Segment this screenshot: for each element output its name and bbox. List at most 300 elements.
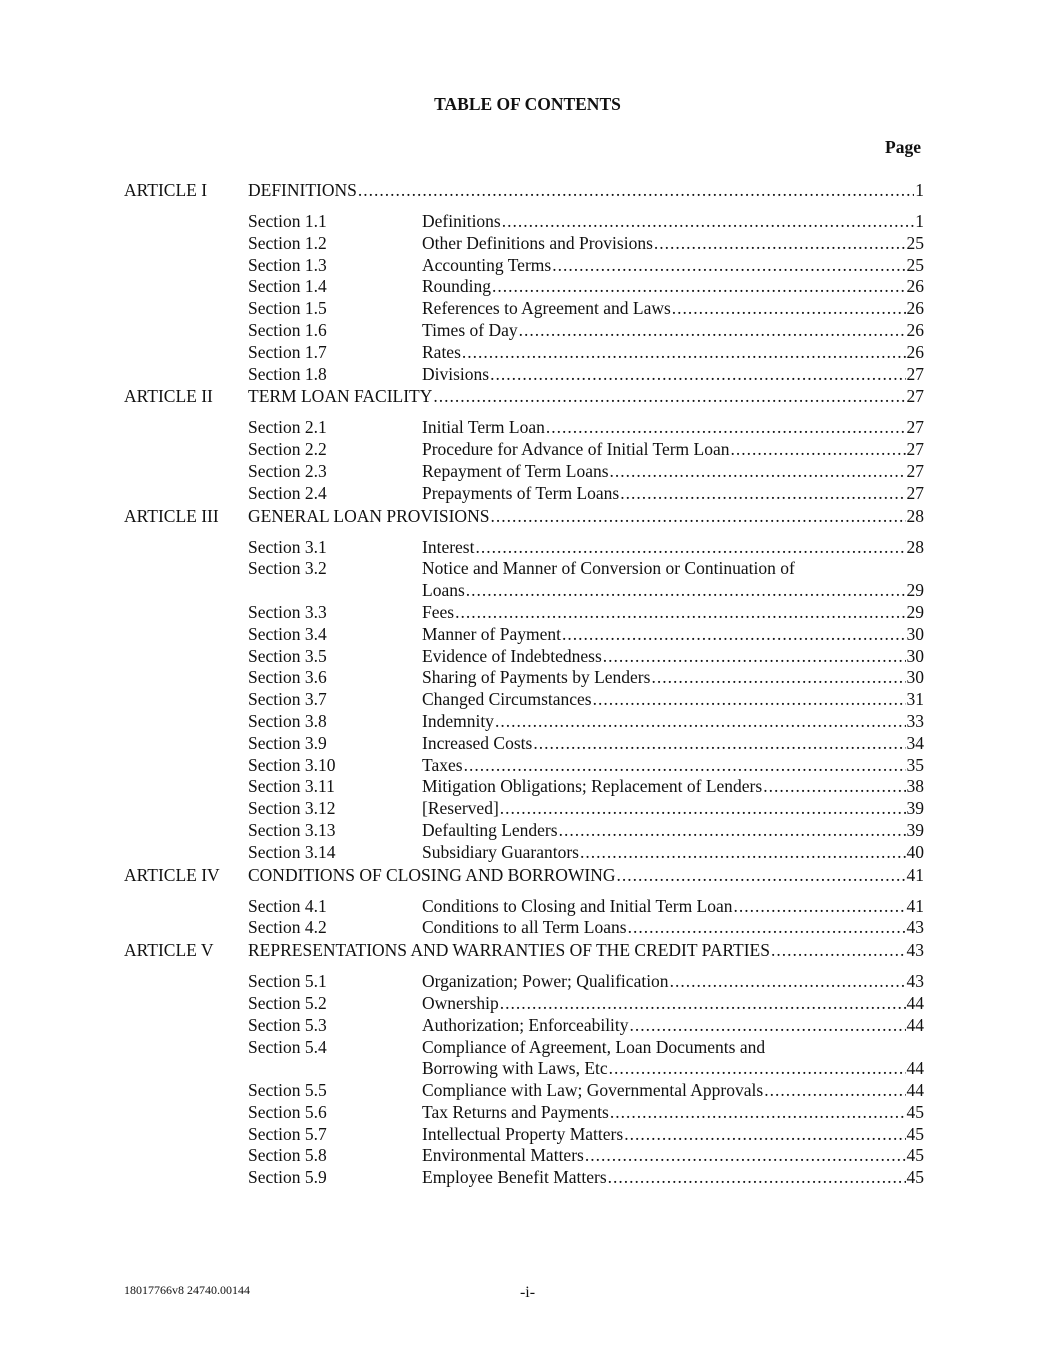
section-entry[interactable] [124,711,924,733]
dot-leader [552,255,905,277]
section-body [422,558,924,602]
section-page-number: 30 [906,645,924,666]
section-entry[interactable] [124,842,924,864]
section-title-line [422,917,924,939]
section-number: Section 3.13 [248,819,336,840]
dot-leader [546,417,906,439]
section-body [422,602,924,624]
section-page-number: 26 [906,276,924,297]
section-number: Section 1.8 [248,363,327,384]
section-title: Sharing of Payments by Lenders [422,667,651,688]
section-list [124,537,924,864]
section-number: Section 3.1 [248,536,327,557]
article-title-line [248,385,924,407]
page-title: TABLE OF CONTENTS [434,94,621,114]
article-page-number: 1 [915,180,924,200]
section-title-line [422,580,924,602]
section-body [422,646,924,668]
section-entry[interactable] [124,798,924,820]
section-entry[interactable] [124,755,924,777]
section-list [124,417,924,504]
section-page-number: 43 [906,971,924,992]
section-body [422,896,924,918]
section-number: Section 2.4 [248,482,327,503]
section-number: Section 3.5 [248,645,327,666]
dot-leader [464,755,906,777]
section-title-line [422,1080,924,1102]
section-title-line [422,755,924,777]
section-title-line [422,276,924,298]
section-body [422,255,924,277]
article-label: ARTICLE I [124,180,208,200]
section-entry[interactable] [124,971,924,993]
dot-leader [490,505,905,527]
dot-leader [764,1080,905,1102]
section-title: Taxes [422,754,463,775]
section-number: Section 3.4 [248,623,327,644]
section-body [422,439,924,461]
section-body [422,1167,924,1189]
article-label: ARTICLE III [124,505,219,526]
section-title-line [422,971,924,993]
section-page-number: 33 [906,710,924,731]
section-body [422,776,924,798]
section-number: Section 5.7 [248,1123,327,1144]
section-number: Section 5.9 [248,1167,327,1188]
section-body [422,1102,924,1124]
dot-leader [654,233,906,255]
section-entry[interactable] [124,667,924,689]
dot-leader [492,276,905,298]
section-title-line [422,255,924,277]
section-page-number: 26 [906,298,924,319]
section-body [422,1124,924,1146]
section-title-line [422,537,924,559]
section-entry[interactable] [124,342,924,364]
article-page-number: 27 [906,386,924,407]
dot-leader [455,602,905,624]
section-title: References to Agreement and Laws [422,298,671,319]
section-title-continued: Loans [422,580,465,601]
dot-leader [603,646,906,668]
section-title: Compliance with Law; Governmental Approvals [422,1080,764,1101]
dot-leader [500,993,906,1015]
section-title: Notice and Manner of Conversion or Continuation of [422,558,795,579]
article-title-line [248,505,924,527]
section-body [422,461,924,483]
section-title-line [422,1124,924,1146]
section-title: [Reserved] [422,798,499,819]
section-title-line [422,364,924,386]
section-page-number: 30 [906,623,924,644]
section-number: Section 3.7 [248,689,327,710]
dot-leader [593,689,906,711]
section-title: Mitigation Obligations; Replacement of Lenders [422,776,763,797]
section-number: Section 2.1 [248,417,327,438]
section-number: Section 4.2 [248,917,327,938]
article-label: ARTICLE V [124,940,214,961]
section-entry[interactable] [124,211,924,233]
section-entry[interactable] [124,364,924,386]
section-page-number: 41 [906,895,924,916]
section-title: Fees [422,601,455,622]
section-number: Section 3.14 [248,841,336,862]
section-number: Section 5.8 [248,1145,327,1166]
section-page-number: 31 [906,689,924,710]
section-title: Changed Circumstances [422,689,592,710]
section-body [422,689,924,711]
dot-leader [490,364,905,386]
section-title-line [422,417,924,439]
dot-leader [771,939,906,961]
section-entry[interactable] [124,320,924,342]
section-entry[interactable] [124,461,924,483]
dot-leader [672,298,906,320]
section-title-line [422,993,924,1015]
article-entry[interactable] [124,505,924,527]
section-entry[interactable] [124,776,924,798]
section-body [422,537,924,559]
section-entry[interactable] [124,1015,924,1037]
section-page-number: 26 [906,319,924,340]
section-title: Compliance of Agreement, Loan Documents and [422,1036,766,1057]
section-page-number: 27 [906,439,924,460]
section-title-line [422,1058,924,1080]
section-body [422,1015,924,1037]
section-title: Authorization; Enforceability [422,1014,629,1035]
section-number: Section 3.2 [248,558,327,579]
section-title-line [422,211,924,233]
section-page-number: 39 [906,798,924,819]
section-body [422,233,924,255]
dot-leader [533,733,905,755]
section-page-number: 27 [906,363,924,384]
section-body [422,842,924,864]
section-body [422,1080,924,1102]
section-list [124,896,924,940]
section-entry[interactable] [124,417,924,439]
section-title-line [422,1102,924,1124]
section-page-number: 27 [906,482,924,503]
section-title-line [422,842,924,864]
section-title: Intellectual Property Matters [422,1123,624,1144]
section-entry[interactable] [124,820,924,842]
dot-leader [559,820,906,842]
article-entry[interactable] [124,864,924,886]
section-title: Rates [422,341,461,362]
section-page-number: 27 [906,460,924,481]
section-body [422,1145,924,1167]
section-title: Tax Returns and Payments [422,1101,609,1122]
article-group [124,385,924,504]
section-page-number: 39 [906,819,924,840]
section-number: Section 5.2 [248,992,327,1013]
section-title: Repayment of Term Loans [422,460,609,481]
article-group [124,179,924,385]
section-title-line [422,776,924,798]
section-list [124,211,924,385]
section-title: Prepayments of Term Loans [422,482,620,503]
article-title-line [248,179,924,201]
article-title: DEFINITIONS [248,180,357,200]
section-entry[interactable] [124,1124,924,1146]
section-number: Section 2.2 [248,439,327,460]
article-label: ARTICLE II [124,386,213,407]
article-page-number: 41 [906,864,924,885]
section-number: Section 1.6 [248,319,327,340]
article-title-line [248,864,924,886]
section-title-line [422,298,924,320]
section-entry[interactable] [124,917,924,939]
dot-leader [628,917,906,939]
dot-leader [763,776,905,798]
section-title-line [422,820,924,842]
article-title: CONDITIONS OF CLOSING AND BORROWING [248,864,616,885]
section-title-line [422,798,924,820]
section-list [124,971,924,1189]
section-number: Section 3.8 [248,710,327,731]
section-page-number: 40 [906,841,924,862]
dot-leader [585,1145,906,1167]
dot-leader [495,711,906,733]
document-id: 18017766v8 24740.00144 [124,1283,250,1297]
article-title: REPRESENTATIONS AND WARRANTIES OF THE CREDIT PARTIES [248,940,770,961]
section-title-line [422,320,924,342]
section-entry[interactable] [124,276,924,298]
section-title-line [422,896,924,918]
dot-leader [475,537,905,559]
dot-leader [610,461,906,483]
dot-leader [608,1167,906,1189]
section-entry[interactable] [124,1037,924,1081]
section-body [422,711,924,733]
section-number: Section 3.3 [248,601,327,622]
article-group [124,939,924,1189]
section-page-number: 28 [906,536,924,557]
section-page-number: 29 [906,580,924,601]
section-entry[interactable] [124,439,924,461]
section-title-line [422,461,924,483]
dot-leader [651,667,905,689]
dot-leader [609,1058,906,1080]
section-number: Section 5.6 [248,1101,327,1122]
article-group [124,864,924,940]
section-entry[interactable] [124,1102,924,1124]
section-title: Times of Day [422,319,518,340]
section-title: Subsidiary Guarantors [422,841,579,862]
section-title-line [422,667,924,689]
section-page-number: 43 [906,917,924,938]
section-page-number: 25 [906,232,924,253]
section-number: Section 3.10 [248,754,336,775]
article-entry[interactable] [124,385,924,407]
section-entry[interactable] [124,483,924,505]
section-page-number: 34 [906,732,924,753]
section-entry[interactable] [124,689,924,711]
section-body [422,342,924,364]
section-number: Section 5.3 [248,1014,327,1035]
section-page-number: 1 [915,211,924,231]
section-title: Procedure for Advance of Initial Term Loan [422,439,730,460]
dot-leader [620,483,905,505]
section-number: Section 1.3 [248,254,327,275]
page-column-label: Page [885,137,921,157]
section-title-line [422,439,924,461]
section-number: Section 1.5 [248,298,327,319]
section-title: Initial Term Loan [422,417,545,438]
dot-leader [624,1124,905,1146]
section-page-number: 44 [906,1058,924,1079]
section-number: Section 1.2 [248,232,327,253]
dot-leader [580,842,906,864]
section-title-line [422,602,924,624]
section-body [422,276,924,298]
section-title: Increased Costs [422,732,533,753]
section-title-continued: Borrowing with Laws, Etc [422,1058,608,1079]
section-entry[interactable] [124,1167,924,1189]
dot-leader [630,1015,906,1037]
section-number: Section 5.5 [248,1080,327,1101]
section-body [422,1037,924,1081]
dot-leader [562,624,906,646]
section-number: Section 3.12 [248,798,336,819]
section-entry[interactable] [124,537,924,559]
dot-leader [519,320,906,342]
section-entry[interactable] [124,646,924,668]
section-page-number: 44 [906,1014,924,1035]
section-title-line [422,646,924,668]
article-label: ARTICLE IV [124,864,220,885]
section-body [422,755,924,777]
section-body [422,733,924,755]
section-title: Interest [422,536,475,557]
section-number: Section 5.1 [248,971,327,992]
section-title: Employee Benefit Matters [422,1167,607,1188]
article-entry[interactable] [124,179,924,201]
section-body [422,798,924,820]
dot-leader [502,211,915,233]
section-title: Environmental Matters [422,1145,584,1166]
section-entry[interactable] [124,298,924,320]
section-body [422,320,924,342]
section-entry[interactable] [124,624,924,646]
section-title: Evidence of Indebtedness [422,645,602,666]
section-entry[interactable] [124,602,924,624]
section-title: Conditions to all Term Loans [422,917,627,938]
section-title: Defaulting Lenders [422,819,558,840]
section-entry[interactable] [124,233,924,255]
article-group [124,505,924,864]
dot-leader [617,864,906,886]
section-body [422,993,924,1015]
section-title-line [422,233,924,255]
section-body [422,364,924,386]
section-entry[interactable] [124,993,924,1015]
section-page-number: 30 [906,667,924,688]
section-entry[interactable] [124,733,924,755]
footer-page-number: -i- [519,1284,536,1301]
section-body [422,667,924,689]
section-number: Section 1.4 [248,276,327,297]
dot-leader [734,896,906,918]
section-title: Definitions [422,211,501,231]
article-page-number: 43 [906,940,924,961]
section-body [422,483,924,505]
dot-leader [670,971,906,993]
section-page-number: 27 [906,417,924,438]
dot-leader [500,798,906,820]
section-title-line [422,689,924,711]
section-title-line [422,1167,924,1189]
section-page-number: 25 [906,254,924,275]
section-body [422,298,924,320]
dot-leader [731,439,906,461]
section-entry[interactable] [124,558,924,602]
article-title: TERM LOAN FACILITY [248,386,433,407]
section-entry[interactable] [124,255,924,277]
section-title-line [422,711,924,733]
section-entry[interactable] [124,896,924,918]
section-page-number: 44 [906,992,924,1013]
section-title-line [422,733,924,755]
dot-leader [466,580,906,602]
section-title: Rounding [422,276,492,297]
article-page-number: 28 [906,505,924,526]
section-body [422,211,924,233]
section-page-number: 35 [906,754,924,775]
section-number: Section 5.4 [248,1036,327,1057]
table-of-contents [124,179,924,1189]
section-page-number: 45 [906,1145,924,1166]
section-entry[interactable] [124,1145,924,1167]
section-title-line [422,1015,924,1037]
section-body [422,917,924,939]
section-title: Conditions to Closing and Initial Term Loan [422,895,733,916]
section-page-number: 45 [906,1167,924,1188]
article-title: GENERAL LOAN PROVISIONS [248,505,490,526]
section-title: Accounting Terms [422,254,552,275]
section-body [422,971,924,993]
dot-leader [610,1102,906,1124]
dot-leader [433,385,905,407]
section-body [422,820,924,842]
section-number: Section 3.6 [248,667,327,688]
dot-leader [462,342,906,364]
section-number: Section 4.1 [248,895,327,916]
section-number: Section 1.1 [248,211,327,231]
section-body [422,624,924,646]
section-page-number: 29 [906,601,924,622]
section-body [422,417,924,439]
section-number: Section 1.7 [248,341,327,362]
section-title: Indemnity [422,710,494,731]
section-page-number: 45 [906,1123,924,1144]
section-title-line [422,624,924,646]
dot-leader [358,179,914,201]
section-title-line [422,342,924,364]
section-entry[interactable] [124,1080,924,1102]
article-title-line [248,939,924,961]
section-number: Section 3.11 [248,776,335,797]
section-title: Manner of Payment [422,623,561,644]
section-title: Divisions [422,363,490,384]
article-entry[interactable] [124,939,924,961]
section-page-number: 44 [906,1080,924,1101]
section-number: Section 2.3 [248,460,327,481]
section-title: Organization; Power; Qualification [422,971,669,992]
section-page-number: 26 [906,341,924,362]
section-title: Ownership [422,992,499,1013]
